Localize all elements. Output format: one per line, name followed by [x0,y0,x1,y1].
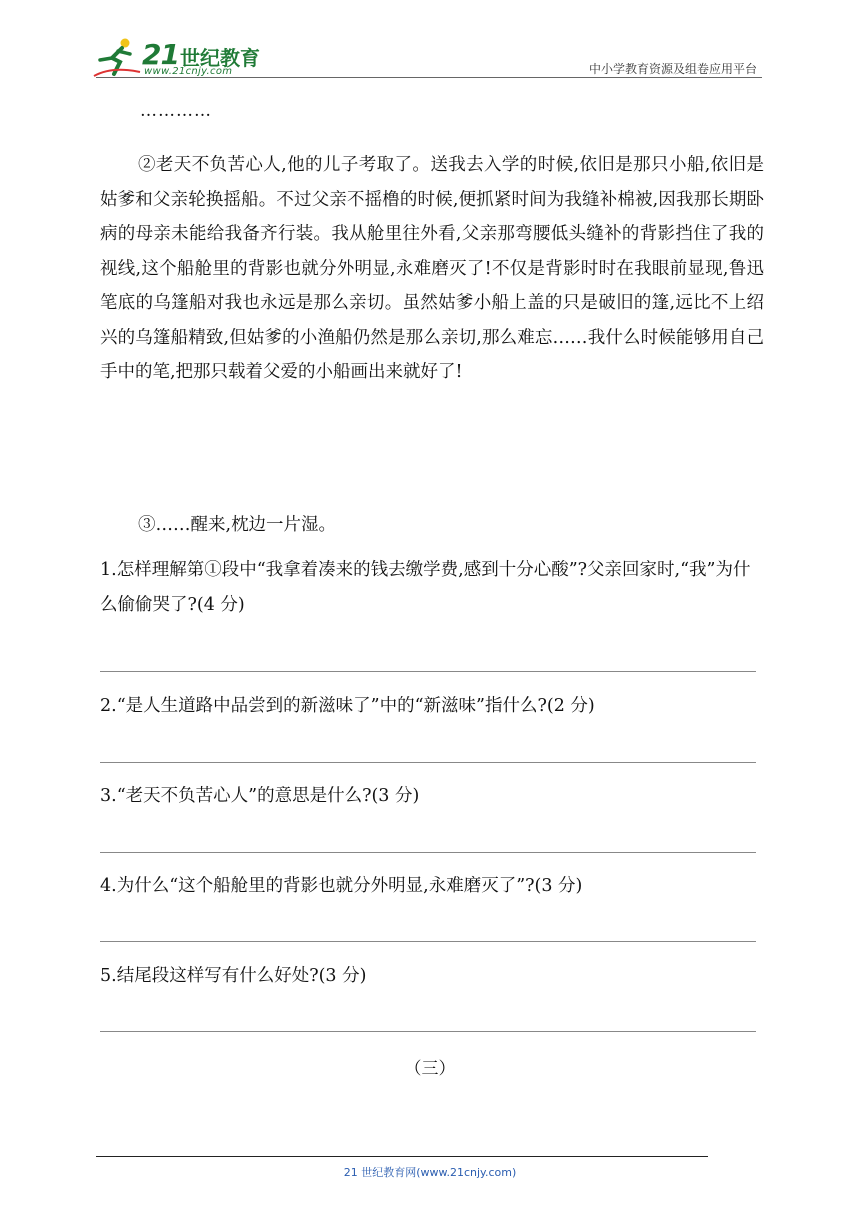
passage-paragraph-3: ③……醒来,枕边一片湿。 [138,515,337,535]
footer-link[interactable]: 21 世纪教育网(www.21cnjy.com) [343,1166,517,1179]
page-header [0,0,860,90]
logo-number: 21 [142,38,179,71]
answer-line-2[interactable] [100,762,756,763]
logo-text: 世纪教育 [180,46,260,70]
passage-ellipsis: ………… [140,101,212,121]
section-heading: （三） [404,1059,456,1079]
header-divider [96,77,762,78]
question-5: 5.结尾段这样写有什么好处?(3 分) [100,966,367,986]
footer-divider [96,1156,708,1157]
answer-line-1[interactable] [100,671,756,672]
answer-line-3[interactable] [100,852,756,853]
question-1: 1.怎样理解第①段中“我拿着凑来的钱去缴学费,感到十分心酸”?父亲回家时,“我”为什么偷偷哭了?(4 分) [100,560,751,615]
platform-tagline: 中小学教育资源及组卷应用平台 [588,62,757,76]
logo-url: www.21cnjy.com [144,66,233,77]
answer-line-5[interactable] [100,1031,756,1032]
question-3: 3.“老天不负苦心人”的意思是什么?(3 分) [100,786,420,806]
question-4: 4.为什么“这个船舱里的背影也就分外明显,永难磨灭了”?(3 分) [100,876,583,896]
passage-paragraph-2: ②老天不负苦心人,他的儿子考取了。送我去入学的时候,依旧是那只小船,依旧是姑爹和父亲轮换摇船。不过父亲不摇橹的时候,便抓紧时间为我缝补棉被,因我那长期卧病的母亲未能给我备齐行装。我从舱里往外看,父亲那弯腰低头缝补的背影挡住了我的视线,这个船舱里的背影也就分外明显,永难磨灭了!不仅是背影时时在我眼前显现,鲁迅笔底的乌篷船对我也永远是那么亲切。虽然姑爹小船上盖的只是破旧的篷,远比不上绍兴的乌篷船精致,但姑爹的小渔船仍然是那么亲切,那么难忘……我什么时候能够用自己手中的笔,把那只载着父爱的小船画出来就好了! [100,155,764,382]
answer-line-4[interactable] [100,941,756,942]
site-logo[interactable] [92,36,262,80]
runner-logo-icon [92,36,142,80]
question-2: 2.“是人生道路中品尝到的新滋味了”中的“新滋味”指什么?(2 分) [100,696,595,716]
